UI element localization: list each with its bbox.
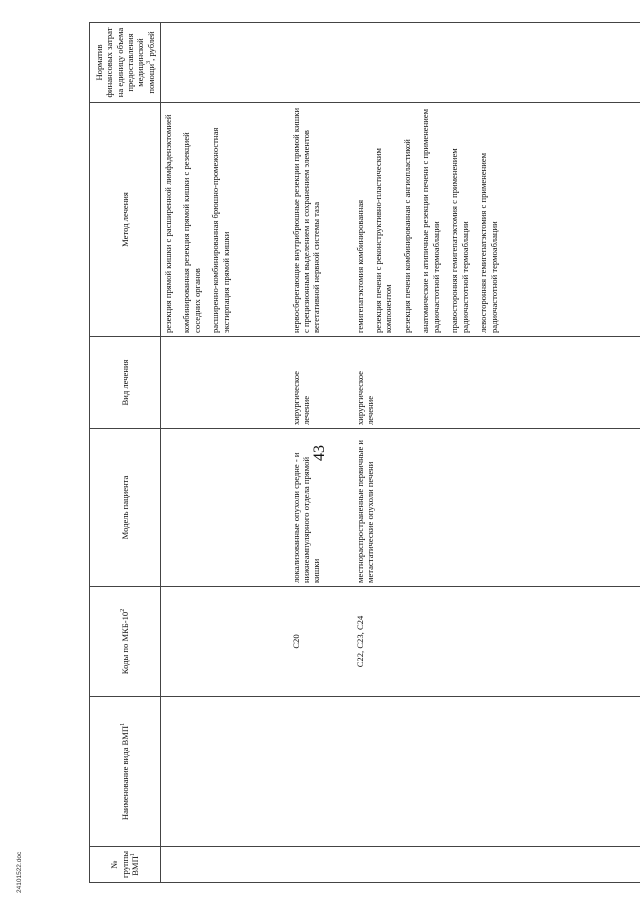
method-item: резекция прямой кишки с расширенной лимфаденэктомией [163, 114, 173, 333]
cell-mkb-codes [161, 587, 289, 697]
cell-vmp-name [161, 697, 289, 847]
method-item: расширенно-комбинированная брюшно-промежностная экстирпация прямой кишки [210, 127, 231, 333]
table-header-row [90, 23, 161, 883]
method-item: правосторонняя гемигепатэктомия с применением радиочастотной термоаблации [449, 148, 470, 333]
header-group-no: № группы ВМП$^1$ [90, 847, 161, 883]
table-row [161, 23, 289, 883]
header-treatment-type: Вид лечения [90, 337, 161, 429]
vmp-table [89, 22, 640, 883]
cell-treatment-type: хирургическое лечение [289, 337, 353, 429]
table-row [289, 23, 353, 883]
cell-vmp-name [289, 697, 353, 847]
header-patient-model: Модель пациента [90, 429, 161, 587]
header-vmp-name: Наименование вида ВМП$^1$ [90, 697, 161, 847]
cell-vmp-name [353, 697, 640, 847]
page-number: 43 [311, 445, 328, 461]
cell-mkb-codes: C20 [289, 587, 353, 697]
cell-treatment-method [161, 103, 289, 337]
method-item: комбинированная резекция прямой кишки с резекцией соседних органов [181, 132, 202, 333]
header-mkb-codes: Коды по МКБ-$10^2$ [90, 587, 161, 697]
cell-group-no [289, 847, 353, 883]
cell-patient-model: локализованные опухоли средне - и нижнеампулярного отдела прямой кишки [289, 429, 353, 587]
cell-patient-model: местнораспространенные первичные и метастатические опухоли печени [353, 429, 640, 587]
cell-patient-model [161, 429, 289, 587]
header-treatment-method: Метод лечения [90, 103, 161, 337]
method-item: анатомические и атипичные резекции печени с применением радиочастотной термоаблации [420, 108, 441, 333]
cell-mkb-codes: C22, C23, C24 [353, 587, 640, 697]
cell-treatment-method [353, 103, 640, 337]
cell-group-no [353, 847, 640, 883]
table-row [353, 23, 640, 883]
rotated-table-wrapper [89, 23, 640, 883]
cell-group-no [161, 847, 289, 883]
method-item: нервосберегающие внутрибрюшные резекции прямой кишки с прецизионным выделением и сохранением элементов вегетативной нервной системы таза [290, 107, 322, 333]
cell-cost [353, 23, 640, 103]
method-item: левосторонняя гемигепатэктомия с применением радиочастотной термоаблации [478, 152, 499, 333]
cell-cost [289, 23, 353, 103]
header-cost-norm: Норматив финансовых затрат на единицу объема предоставления медицинской помощи$^3$, рублей [90, 23, 161, 103]
cell-treatment-method [289, 103, 353, 337]
method-item: резекция печени комбинированная с ангиопластикой [401, 139, 412, 333]
cell-treatment-type [161, 337, 289, 429]
method-item: гемигепатэктомия комбинированная [354, 199, 365, 333]
footer-document-code: 24101522.doc [16, 851, 23, 893]
cell-cost [161, 23, 289, 103]
cell-treatment-type: хирургическое лечение [353, 337, 640, 429]
method-item: резекция печени с реконструктивно-пластическим компонентом [372, 148, 394, 333]
